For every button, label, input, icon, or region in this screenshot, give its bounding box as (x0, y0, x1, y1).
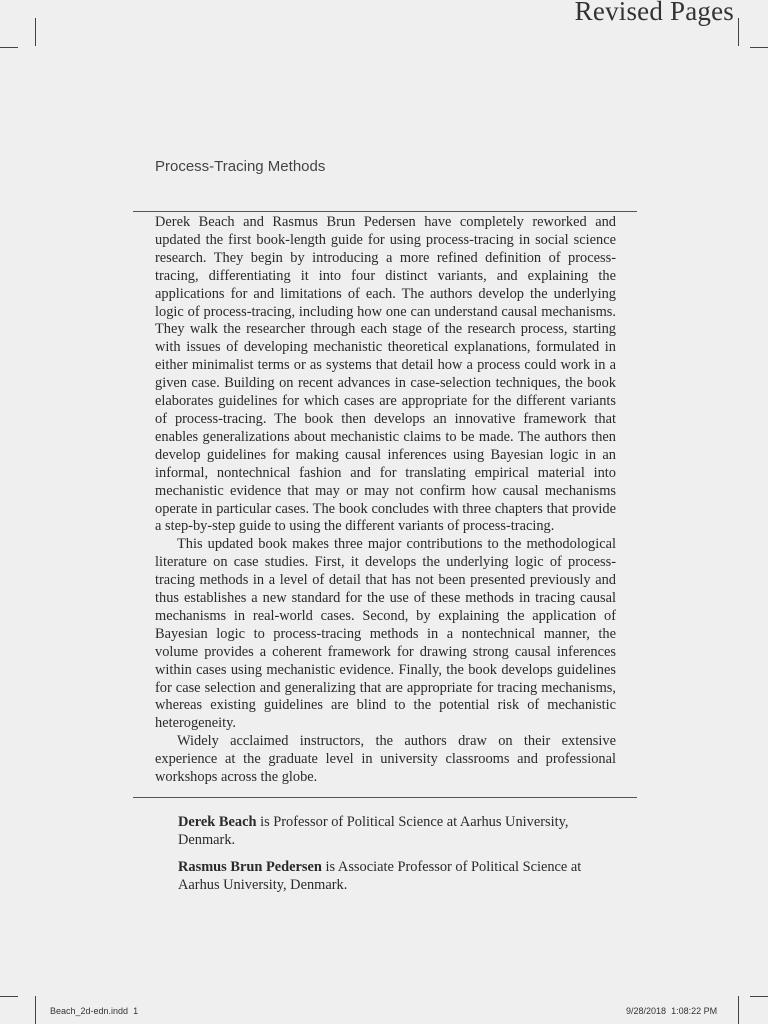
footer-page: 1 (133, 1006, 139, 1016)
author-name: Rasmus Brun Pedersen (178, 858, 322, 875)
author-name: Derek Beach (178, 814, 257, 830)
section-title: Process-Tracing Methods (155, 158, 326, 175)
author-bio-text: is Professor of Political Science at Aarhus University, Denmark. (178, 814, 569, 848)
crop-mark-bottom-right-h (750, 996, 768, 997)
revised-pages-label: Revised Pages (574, 0, 734, 26)
footer-file: Beach_2d-edn.indd (50, 1006, 129, 1016)
footer-filename (50, 1006, 138, 1016)
footer-date: 9/28/2018 (626, 1006, 667, 1016)
crop-mark-top-left-h (0, 47, 18, 48)
author-bio (178, 859, 608, 895)
book-description (155, 214, 616, 787)
bottom-divider (133, 797, 637, 798)
crop-mark-bottom-left (35, 996, 36, 1024)
crop-mark-top-right-h (750, 47, 768, 48)
author-bios (178, 814, 608, 904)
description-paragraph-2: This updated book makes three major contributions to the methodological literature on case studies. First, it develops the underlying logic of process-tracing methods in a level of detail that has not been presented previously and thus establishes a new standard for the use of these methods in tracing causal mechanisms in real-world cases. Second, by explaining the application of Bayesian logic to process-tracing methods in a nontechnical manner, the volume provides a coherent framework for drawing strong causal inferences within cases using mechanistic evidence. Finally, the book develops guidelines for case selection and generalizing that are appropriate for tracing mechanisms, whereas existing guidelines are blind to the potential risk of mechanistic heterogeneity. (155, 536, 616, 732)
footer-time: 1:08:22 PM (671, 1006, 718, 1016)
crop-mark-top-left (35, 18, 36, 46)
description-paragraph-3: Widely acclaimed instructors, the authors draw on their extensive experience at the graduate level in university classrooms and professional workshops across the globe. (155, 733, 616, 786)
crop-mark-bottom-right (738, 996, 739, 1024)
author-bio (178, 814, 608, 850)
author-bio-text: is Associate Professor of Political Science at Aarhus University, Denmark. (178, 858, 582, 893)
crop-mark-top-right (738, 18, 739, 46)
description-paragraph-1: Derek Beach and Rasmus Brun Pedersen have completely reworked and updated the first book-length guide for using process-tracing in social science research. They begin by introducing a more refined definition of process-tracing, differentiating it into four distinct variants, and explaining the applications for and limitations of each. The authors develop the underlying logic of process-tracing, including how one can understand causal mechanisms. They walk the researcher through each stage of the research process, starting with issues of developing mechanistic theoretical explanations, formulated in either minimalist terms or as systems that detail how a process could work in a given case. Building on recent advances in case-selection techniques, the book elaborates guidelines for which cases are appropriate for the different variants of process-tracing. The book then develops an innovative framework that enables generalizations about mechanistic claims to be made. The authors then develop guidelines for making causal inferences using Bayesian logic in an informal, nontechnical fashion and for translating empirical material into mechanistic evidence that may or may not confirm how causal mechanisms operate in particular cases. The book concludes with three chapters that provide a step-by-step guide to using the different variants of process-tracing. (155, 214, 616, 535)
top-divider (133, 211, 637, 212)
footer-timestamp (626, 1006, 717, 1016)
crop-mark-bottom-left-h (0, 996, 18, 997)
